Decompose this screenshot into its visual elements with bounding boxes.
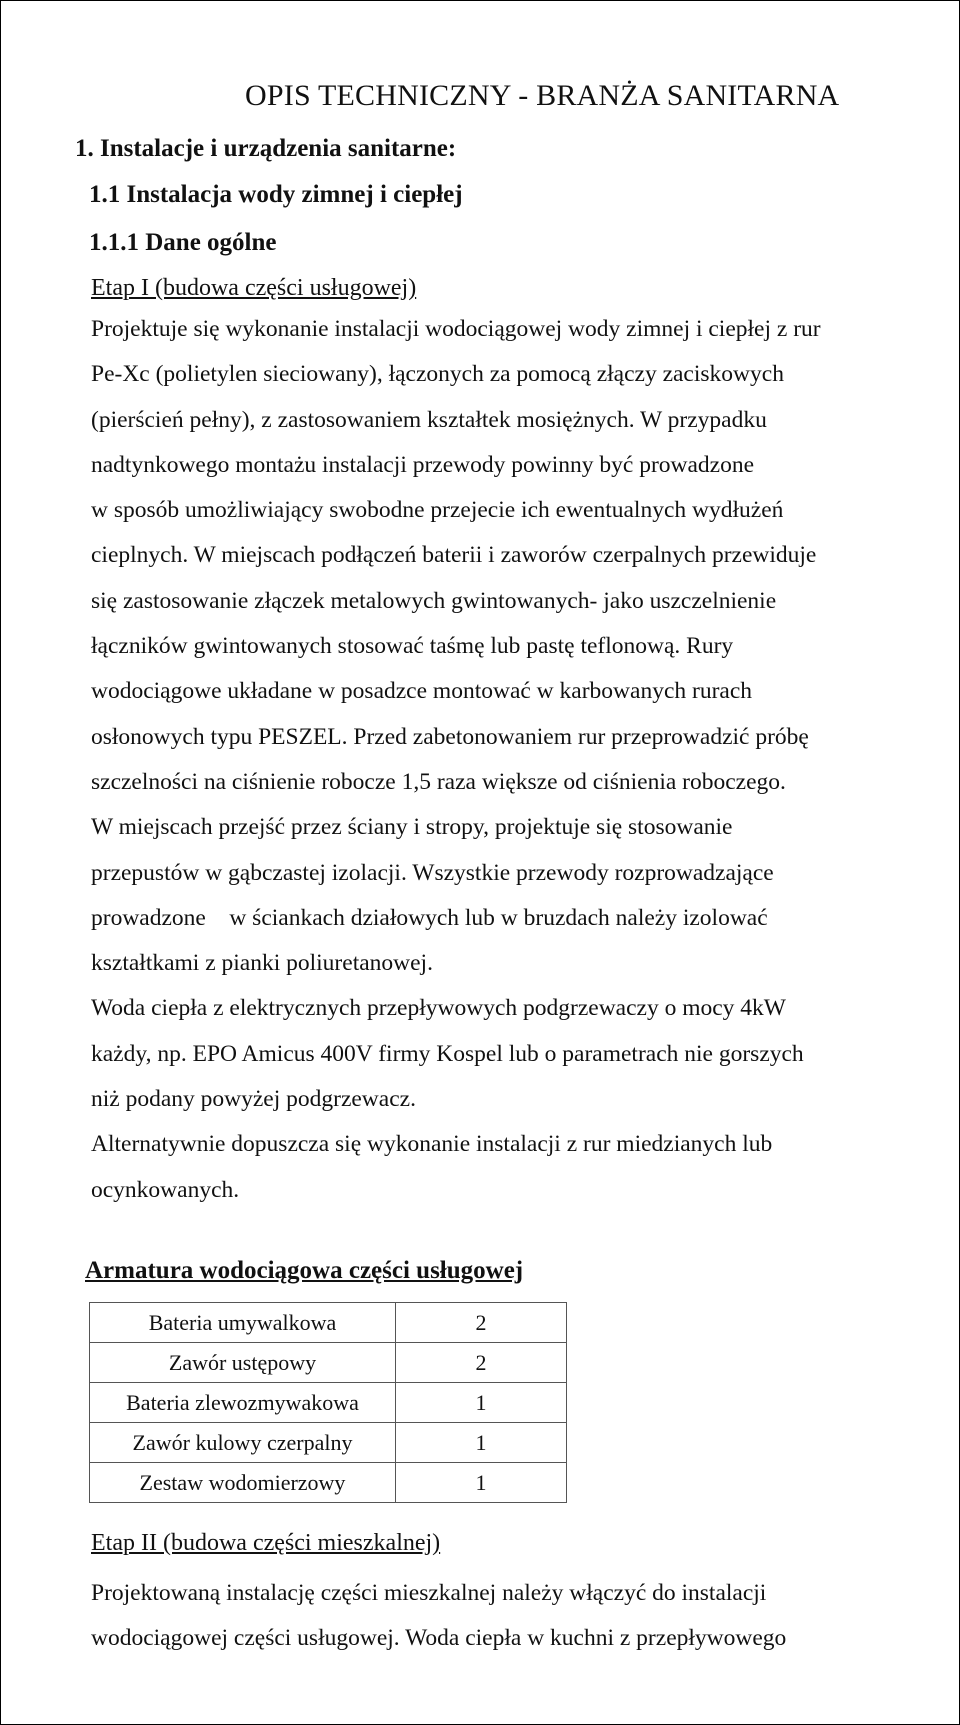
paragraph-line: Projektuje się wykonanie instalacji wodociągowej wody zimnej i ciepłej z rur <box>91 316 821 342</box>
section-heading-1-1-1: 1.1.1 Dane ogólne <box>89 229 277 256</box>
paragraph-line: nadtynkowego montażu instalacji przewody powinny być prowadzone <box>91 451 755 478</box>
paragraph-line: każdy, np. EPO Amicus 400V firmy Kospel lub o parametrach nie gorszych <box>91 1040 804 1067</box>
etap-1-body <box>91 307 821 1213</box>
table-row <box>90 1423 567 1463</box>
etap-1-title: Etap I (budowa części usługowej) <box>91 275 417 301</box>
paragraph-line: wodociągowej części usługowej. Woda ciepła w kuchni z przepływowego <box>91 1625 787 1652</box>
table-row <box>90 1463 567 1503</box>
paragraph-line: w sposób umożliwiający swobodne przejecie ich ewentualnych wydłużeń <box>91 497 784 524</box>
paragraph-line: wodociągowe układane w posadzce montować w karbowanych rurach <box>91 678 753 705</box>
paragraph-line: szczelności na ciśnienie robocze 1,5 raza większe od ciśnienia roboczego. <box>91 768 786 795</box>
paragraph-line: kształtkami z pianki poliuretanowej. <box>91 950 433 977</box>
paragraph-line: się zastosowanie złączek metalowych gwintowanych- jako uszczelnienie <box>91 587 777 614</box>
paragraph-line: łączników gwintowanych stosować taśmę lub pastę teflonową. Rury <box>91 633 734 660</box>
table-cell-qty: 1 <box>396 1383 567 1423</box>
section-heading-1: 1. Instalacje i urządzenia sanitarne: <box>75 135 457 162</box>
paragraph-line: Alternatywnie dopuszcza się wykonanie instalacji z rur miedzianych lub <box>91 1131 773 1158</box>
table-cell-name: Zestaw wodomierzowy <box>90 1463 396 1503</box>
paragraph-line: przepustów w gąbczastej izolacji. Wszystkie przewody rozprowadzające <box>91 859 774 886</box>
paragraph-line: niż podany powyżej podgrzewacz. <box>91 1086 416 1113</box>
table-cell-name: Bateria zlewozmywakowa <box>90 1383 396 1423</box>
table-cell-qty: 1 <box>396 1423 567 1463</box>
table-cell-name: Zawór ustępowy <box>90 1343 396 1383</box>
etap-2-body <box>91 1571 786 1662</box>
etap-2-title: Etap II (budowa części mieszkalnej) <box>91 1530 441 1556</box>
section-heading-1-1: 1.1 Instalacja wody zimnej i ciepłej <box>89 181 463 208</box>
armatura-table <box>89 1302 567 1503</box>
paragraph-line: osłonowych typu PESZEL. Przed zabetonowaniem rur przeprowadzić próbę <box>91 723 809 750</box>
table-row <box>90 1343 567 1383</box>
table-cell-qty: 1 <box>396 1463 567 1503</box>
table-cell-qty: 2 <box>396 1343 567 1383</box>
table-row <box>90 1303 567 1343</box>
paragraph-line: cieplnych. W miejscach podłączeń baterii i zaworów czerpalnych przewiduje <box>91 542 817 569</box>
table-row <box>90 1383 567 1423</box>
paragraph-line: W miejscach przejść przez ściany i stropy, projektuje się stosowanie <box>91 814 733 841</box>
paragraph-line: Woda ciepła z elektrycznych przepływowych podgrzewaczy o mocy 4kW <box>91 995 786 1022</box>
table-cell-name: Bateria umywalkowa <box>90 1303 396 1343</box>
table-cell-name: Zawór kulowy czerpalny <box>90 1423 396 1463</box>
table-cell-qty: 2 <box>396 1303 567 1343</box>
document-title: OPIS TECHNICZNY - BRANŻA SANITARNA <box>245 79 840 112</box>
paragraph-line: ocynkowanych. <box>91 1176 240 1203</box>
paragraph-line: prowadzone w ściankach działowych lub w bruzdach należy izolować <box>91 904 768 931</box>
armatura-heading: Armatura wodociągowa części usługowej <box>85 1257 524 1284</box>
paragraph-line: (pierścień pełny), z zastosowaniem kształtek mosiężnych. W przypadku <box>91 406 767 433</box>
paragraph-line: Projektowaną instalację części mieszkalnej należy włączyć do instalacji <box>91 1580 767 1606</box>
paragraph-line: Pe-Xc (polietylen sieciowany), łączonych za pomocą złączy zaciskowych <box>91 361 784 388</box>
